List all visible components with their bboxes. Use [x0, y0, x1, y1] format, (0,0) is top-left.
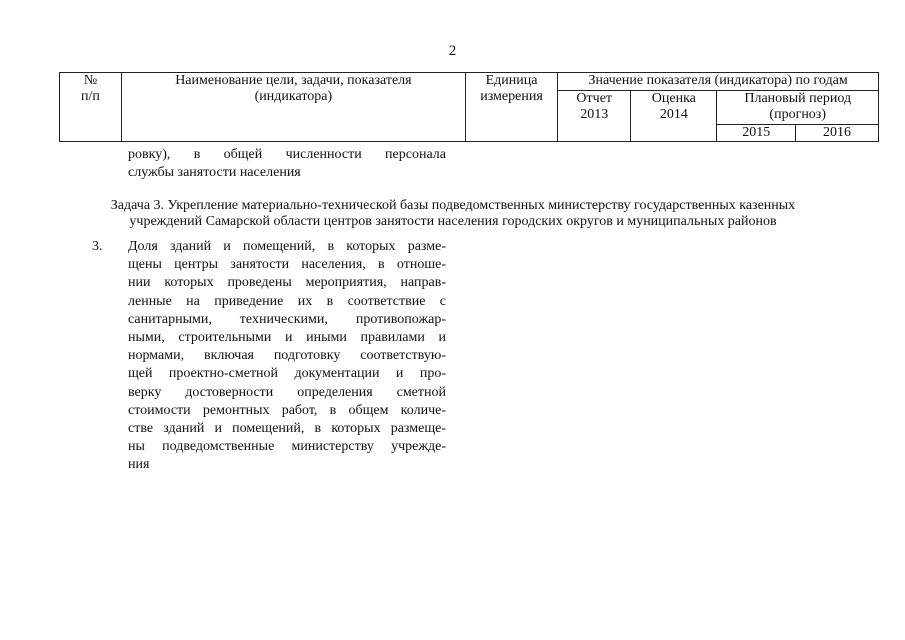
indicator-row-number: 3.: [92, 239, 103, 254]
header-cell-plan-period: [717, 91, 879, 125]
indicator-line: стве зданий и помещений, в которых размеще-: [128, 421, 446, 437]
page-number: 2: [448, 43, 457, 59]
header-name-sub-label: (индикатора): [254, 89, 333, 104]
header-estimate-year: 2014: [659, 107, 688, 122]
indicator-line: верку достоверности определения сметной: [128, 384, 446, 400]
header-number-label: №: [83, 73, 98, 88]
header-estimate-label: Оценка: [651, 91, 696, 106]
continued-line: ровку), в общей численности персонала: [128, 147, 446, 162]
header-plan-label: Плановый период: [744, 91, 852, 106]
continued-line: службы занятости населения: [128, 165, 301, 180]
header-cell-year-2015: 2015: [717, 125, 796, 142]
indicator-line: стоимости ремонтных работ, в общем количе-: [128, 402, 446, 418]
header-cell-year-2016: 2016: [796, 125, 879, 142]
continued-indicator-text: [128, 146, 446, 182]
header-cell-estimate: [631, 91, 717, 142]
indicator-line: щены центры занятости населения, в отноше-: [128, 257, 446, 273]
header-report-label: Отчет: [576, 91, 613, 106]
indicator-row-description: [128, 238, 446, 475]
header-cell-name: [121, 73, 465, 142]
header-name-label: Наименование цели, задачи, показателя: [175, 73, 412, 88]
indicator-line: санитарными, техническими, противопожар-: [128, 311, 446, 327]
indicator-line: ния: [128, 457, 150, 473]
indicator-line: Доля зданий и помещений, в которых разме-: [128, 239, 446, 254]
header-values-label: Значение показателя (индикатора) по годам: [588, 73, 848, 88]
indicator-table-header: [59, 72, 879, 142]
header-unit-label: Единица: [485, 73, 538, 88]
indicator-line: ны подведомственные министерству учрежде-: [128, 439, 446, 455]
indicator-line: ными, строительными и иными правилами и: [128, 330, 446, 346]
header-report-year: 2013: [580, 107, 609, 122]
header-cell-values-by-years: [558, 73, 879, 91]
header-cell-unit: [465, 73, 557, 142]
header-number-sub-label: п/п: [81, 89, 100, 104]
task-heading: [40, 198, 866, 230]
indicator-line: щей проектно-сметной документации и про-: [128, 366, 446, 382]
indicator-line: нии которых проведены мероприятия, направ-: [128, 275, 446, 291]
header-cell-report: [558, 91, 631, 142]
header-unit-sub-label: измерения: [480, 89, 543, 104]
header-plan-sub-label: (прогноз): [769, 107, 827, 122]
indicator-line: нормами, включая подготовку соответствую-: [128, 348, 446, 364]
task-heading-line: учреждений Самарской области центров занятости населения городских округов и муниципальных районов: [129, 214, 777, 229]
indicator-line: ленные на приведение их в соответствие с: [128, 293, 446, 309]
task-heading-line: Задача 3. Укрепление материально-технической базы подведомственных министерству государственных казенных: [110, 198, 796, 213]
header-cell-number: [60, 73, 122, 142]
